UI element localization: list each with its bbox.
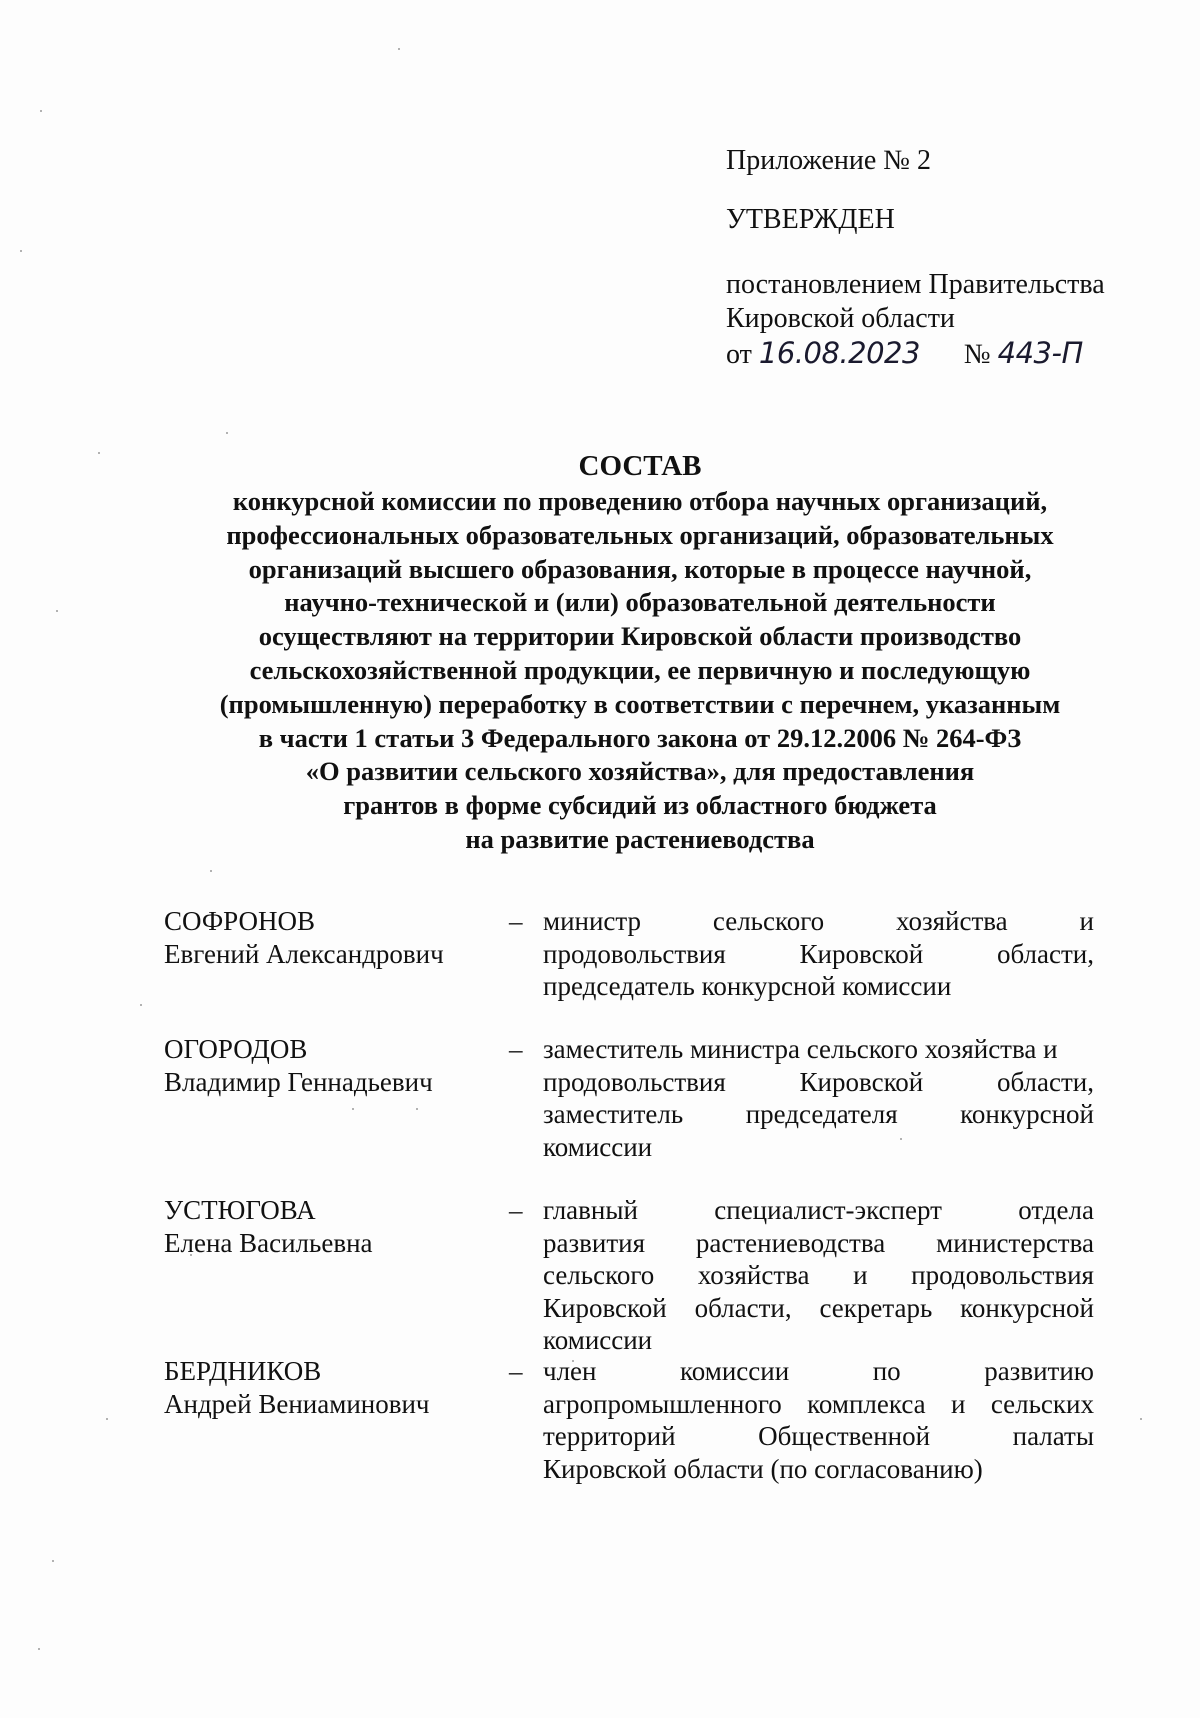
member-role-word: области, <box>996 938 1094 969</box>
scan-speck <box>56 610 58 612</box>
number-prefix: № <box>963 339 991 370</box>
member-role-line <box>543 1420 1094 1453</box>
member-role-word: по <box>872 1356 901 1386</box>
handwritten-date: 16.08.2023 <box>758 336 920 370</box>
scan-speck <box>40 110 42 112</box>
member-role-word: агропромышленного <box>543 1388 782 1419</box>
member-role-line <box>543 1453 1094 1486</box>
member-role-line <box>543 938 1094 971</box>
member-role-word: хозяйства <box>895 906 1008 936</box>
document-heading <box>110 448 1170 857</box>
decree-date-number <box>726 336 1166 372</box>
member-role-line <box>543 1324 1094 1357</box>
member-role-word: продовольствия <box>543 938 726 969</box>
scan-speck <box>226 432 228 434</box>
member-surname: СОФРОНОВ <box>164 906 316 936</box>
member-dash: – <box>509 1034 523 1064</box>
member-role-word: комиссии <box>680 1356 790 1386</box>
member-given-names: Владимир Геннадьевич <box>164 1066 433 1097</box>
member-row <box>164 1033 1094 1194</box>
member-role-word: член <box>543 1356 597 1386</box>
member-role <box>543 1194 1094 1357</box>
member-role-word: отдела <box>1018 1195 1094 1225</box>
member-role-word: Кировской <box>799 938 924 969</box>
subtitle-line: сельскохозяйственной продукции, ее первичную и последующую <box>249 654 1031 685</box>
scan-speck <box>106 1418 108 1420</box>
scan-speck <box>20 250 22 252</box>
member-role-word: Кировской области (по согласованию) <box>543 1453 983 1484</box>
member-role-word: растениеводства <box>695 1227 886 1258</box>
member-name <box>164 905 494 970</box>
member-role-line <box>543 1066 1094 1099</box>
member-surname: ОГОРОДОВ <box>164 1034 308 1064</box>
member-role-line <box>543 1259 1094 1292</box>
member-row <box>164 1194 1094 1355</box>
member-role-word: сельского <box>543 1260 655 1290</box>
commission-members <box>164 905 1094 1483</box>
subtitle-line: организаций высшего образования, которые в процессе научной, <box>248 553 1032 584</box>
member-role-word: области, <box>996 1066 1094 1097</box>
member-role-word: заместитель <box>543 1099 684 1129</box>
member-role-word: председателя <box>745 1099 898 1129</box>
member-role-word: министр <box>543 906 642 936</box>
scan-speck <box>52 1560 54 1562</box>
member-role-line <box>543 1227 1094 1260</box>
member-dash: – <box>509 1356 523 1386</box>
member-surname: УСТЮГОВА <box>164 1195 316 1225</box>
approval-block <box>726 144 1166 372</box>
subtitle-line: грантов в форме субсидий из областного бюджета <box>343 790 937 821</box>
scan-speck <box>210 870 212 872</box>
member-role <box>543 905 1094 1003</box>
scan-speck <box>140 1004 142 1006</box>
member-role-word: Общественной <box>758 1421 931 1451</box>
member-role-line <box>543 1388 1094 1421</box>
member-role-word: конкурсной <box>960 1292 1094 1323</box>
member-role-line <box>543 970 1094 1003</box>
subtitle-line: на развитие растениеводства <box>465 823 815 854</box>
member-role-word: министерства <box>936 1227 1094 1258</box>
decree-line-2: Кировской области <box>726 303 955 334</box>
member-role-word: Кировской <box>543 1292 667 1323</box>
member-role-word: заместитель министра сельского хозяйства и <box>543 1034 1058 1064</box>
scan-speck <box>38 1648 40 1650</box>
subtitle-line: научно-технической и (или) образовательной деятельности <box>284 587 996 618</box>
member-role-word: территорий <box>543 1421 676 1451</box>
member-role-word: комиссии <box>543 1325 653 1355</box>
document-subtitle <box>110 485 1170 857</box>
member-dash: – <box>509 906 523 936</box>
member-dash: – <box>509 1195 523 1225</box>
member-role-word: комплекса <box>807 1388 926 1419</box>
member-role-word: развитию <box>984 1356 1094 1386</box>
member-given-names: Евгений Александрович <box>164 938 444 969</box>
member-role <box>543 1355 1094 1485</box>
member-role-word: секретарь <box>819 1292 933 1323</box>
member-role-word: конкурсной <box>960 1099 1094 1129</box>
member-role-word: продовольствия <box>543 1066 726 1097</box>
member-role-word: палаты <box>1012 1421 1094 1451</box>
subtitle-line: профессиональных образовательных организаций, образовательных <box>226 519 1054 550</box>
member-name <box>164 1355 494 1420</box>
member-role-word: развития <box>543 1227 646 1258</box>
member-role-line <box>543 1033 1094 1066</box>
member-role-word: продовольствия <box>911 1260 1094 1290</box>
scan-speck <box>1140 1418 1142 1420</box>
scan-speck <box>398 48 400 50</box>
member-surname: БЕРДНИКОВ <box>164 1356 322 1386</box>
member-role-word: и <box>853 1260 868 1290</box>
member-role-word: хозяйства <box>697 1260 810 1290</box>
member-name <box>164 1194 494 1259</box>
member-row <box>164 905 1094 1033</box>
member-role-word: комиссии <box>543 1131 653 1162</box>
member-role-line <box>543 1292 1094 1325</box>
member-role-line <box>543 1194 1094 1227</box>
member-role-line <box>543 1355 1094 1388</box>
scan-speck <box>98 452 100 454</box>
handwritten-number: 443-П <box>997 336 1083 370</box>
member-role-line <box>543 1098 1094 1131</box>
member-role-word: сельских <box>990 1388 1094 1419</box>
annex-label: Приложение № 2 <box>726 145 931 176</box>
subtitle-line: конкурсной комиссии по проведению отбора научных организаций, <box>232 486 1048 516</box>
member-role-line <box>543 1131 1094 1164</box>
member-given-names: Елена Васильевна <box>164 1227 373 1258</box>
member-role-word: главный <box>543 1195 638 1225</box>
member-given-names: Андрей Вениаминович <box>164 1388 430 1419</box>
member-role-word: и <box>1079 906 1094 936</box>
member-role-word: председатель конкурсной комиссии <box>543 971 952 1001</box>
subtitle-line: (промышленную) переработку в соответствии с перечнем, указанным <box>219 688 1061 719</box>
member-role-word: специалист-эксперт <box>714 1195 942 1225</box>
subtitle-line: «О развитии сельского хозяйства», для предоставления <box>305 756 975 787</box>
member-row <box>164 1355 1094 1483</box>
member-role <box>543 1033 1094 1163</box>
decree-line-1: постановлением Правительства <box>726 269 1105 300</box>
date-prefix: от <box>726 339 752 370</box>
member-role-word: области, <box>694 1292 792 1323</box>
subtitle-line: в части 1 статьи 3 Федерального закона от 29.12.2006 № 264-ФЗ <box>258 722 1022 753</box>
member-role-word: и <box>951 1388 966 1419</box>
member-role-line <box>543 905 1094 938</box>
approved-label: УТВЕРЖДЕН <box>726 204 895 235</box>
member-name <box>164 1033 494 1098</box>
member-role-word: сельского <box>712 906 825 936</box>
member-role-word: Кировской <box>799 1066 924 1097</box>
document-title: СОСТАВ <box>578 450 702 482</box>
subtitle-line: осуществляют на территории Кировской области производство <box>258 621 1022 652</box>
